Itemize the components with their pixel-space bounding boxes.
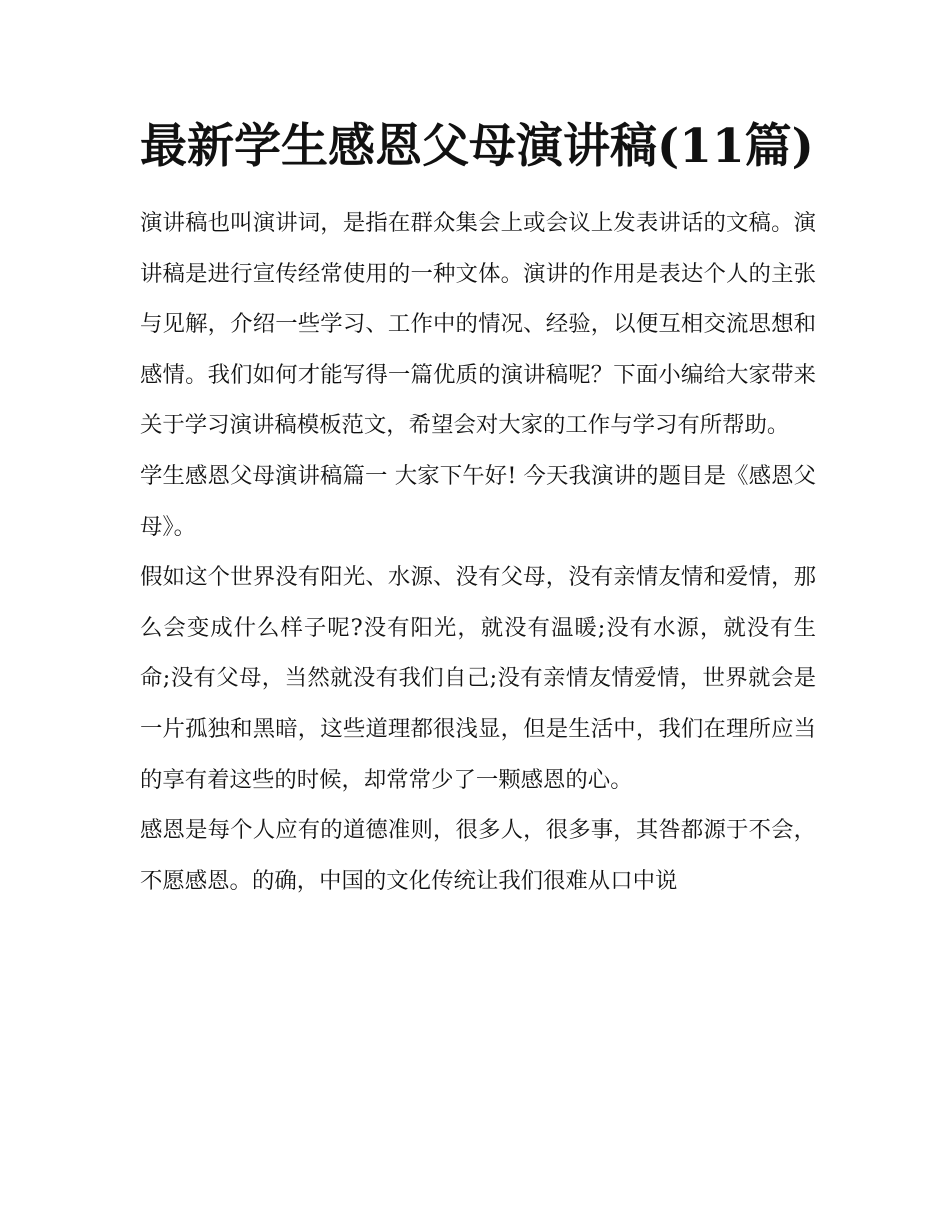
paragraph-intro: 演讲稿也叫演讲词，是指在群众集会上或会议上发表讲话的文稿。演讲稿是进行宣传经常使用的一种文体。演讲的作用是表达个人的主张与见解，介绍一些学习、工作中的情况、经验，以便互相交流思想和感情。我们如何才能写得一篇优质的演讲稿呢？下面小编给大家带来关于学习演讲稿模板范文，希望会对大家的工作与学习有所帮助。 xyxy=(140,210,816,439)
paragraph-speech-opening: 学生感恩父母演讲稿篇一 大家下午好! 今天我演讲的题目是《感恩父母》。 xyxy=(140,462,816,540)
paragraph-gratitude: 感恩是每个人应有的道德准则，很多人，很多事，其咎都源于不会，不愿感恩。的确，中国的文化传统让我们很难从口中说 xyxy=(140,817,816,894)
document-title: 最新学生感恩父母演讲稿(11篇) xyxy=(140,119,814,174)
document-page xyxy=(140,112,816,906)
paragraph-world-without: 假如这个世界没有阳光、水源、没有父母，没有亲情友情和爱情，那么会变成什么样子呢?没有阳光，就没有温暖;没有水源，就没有生命;没有父母，当然就没有我们自己;没有亲情友情爱情，世界就会是一片孤独和黑暗，这些道理都很浅显，但是生活中，我们在理所应当的享有着这些的时候，却常常少了一颗感恩的心。 xyxy=(140,564,816,793)
